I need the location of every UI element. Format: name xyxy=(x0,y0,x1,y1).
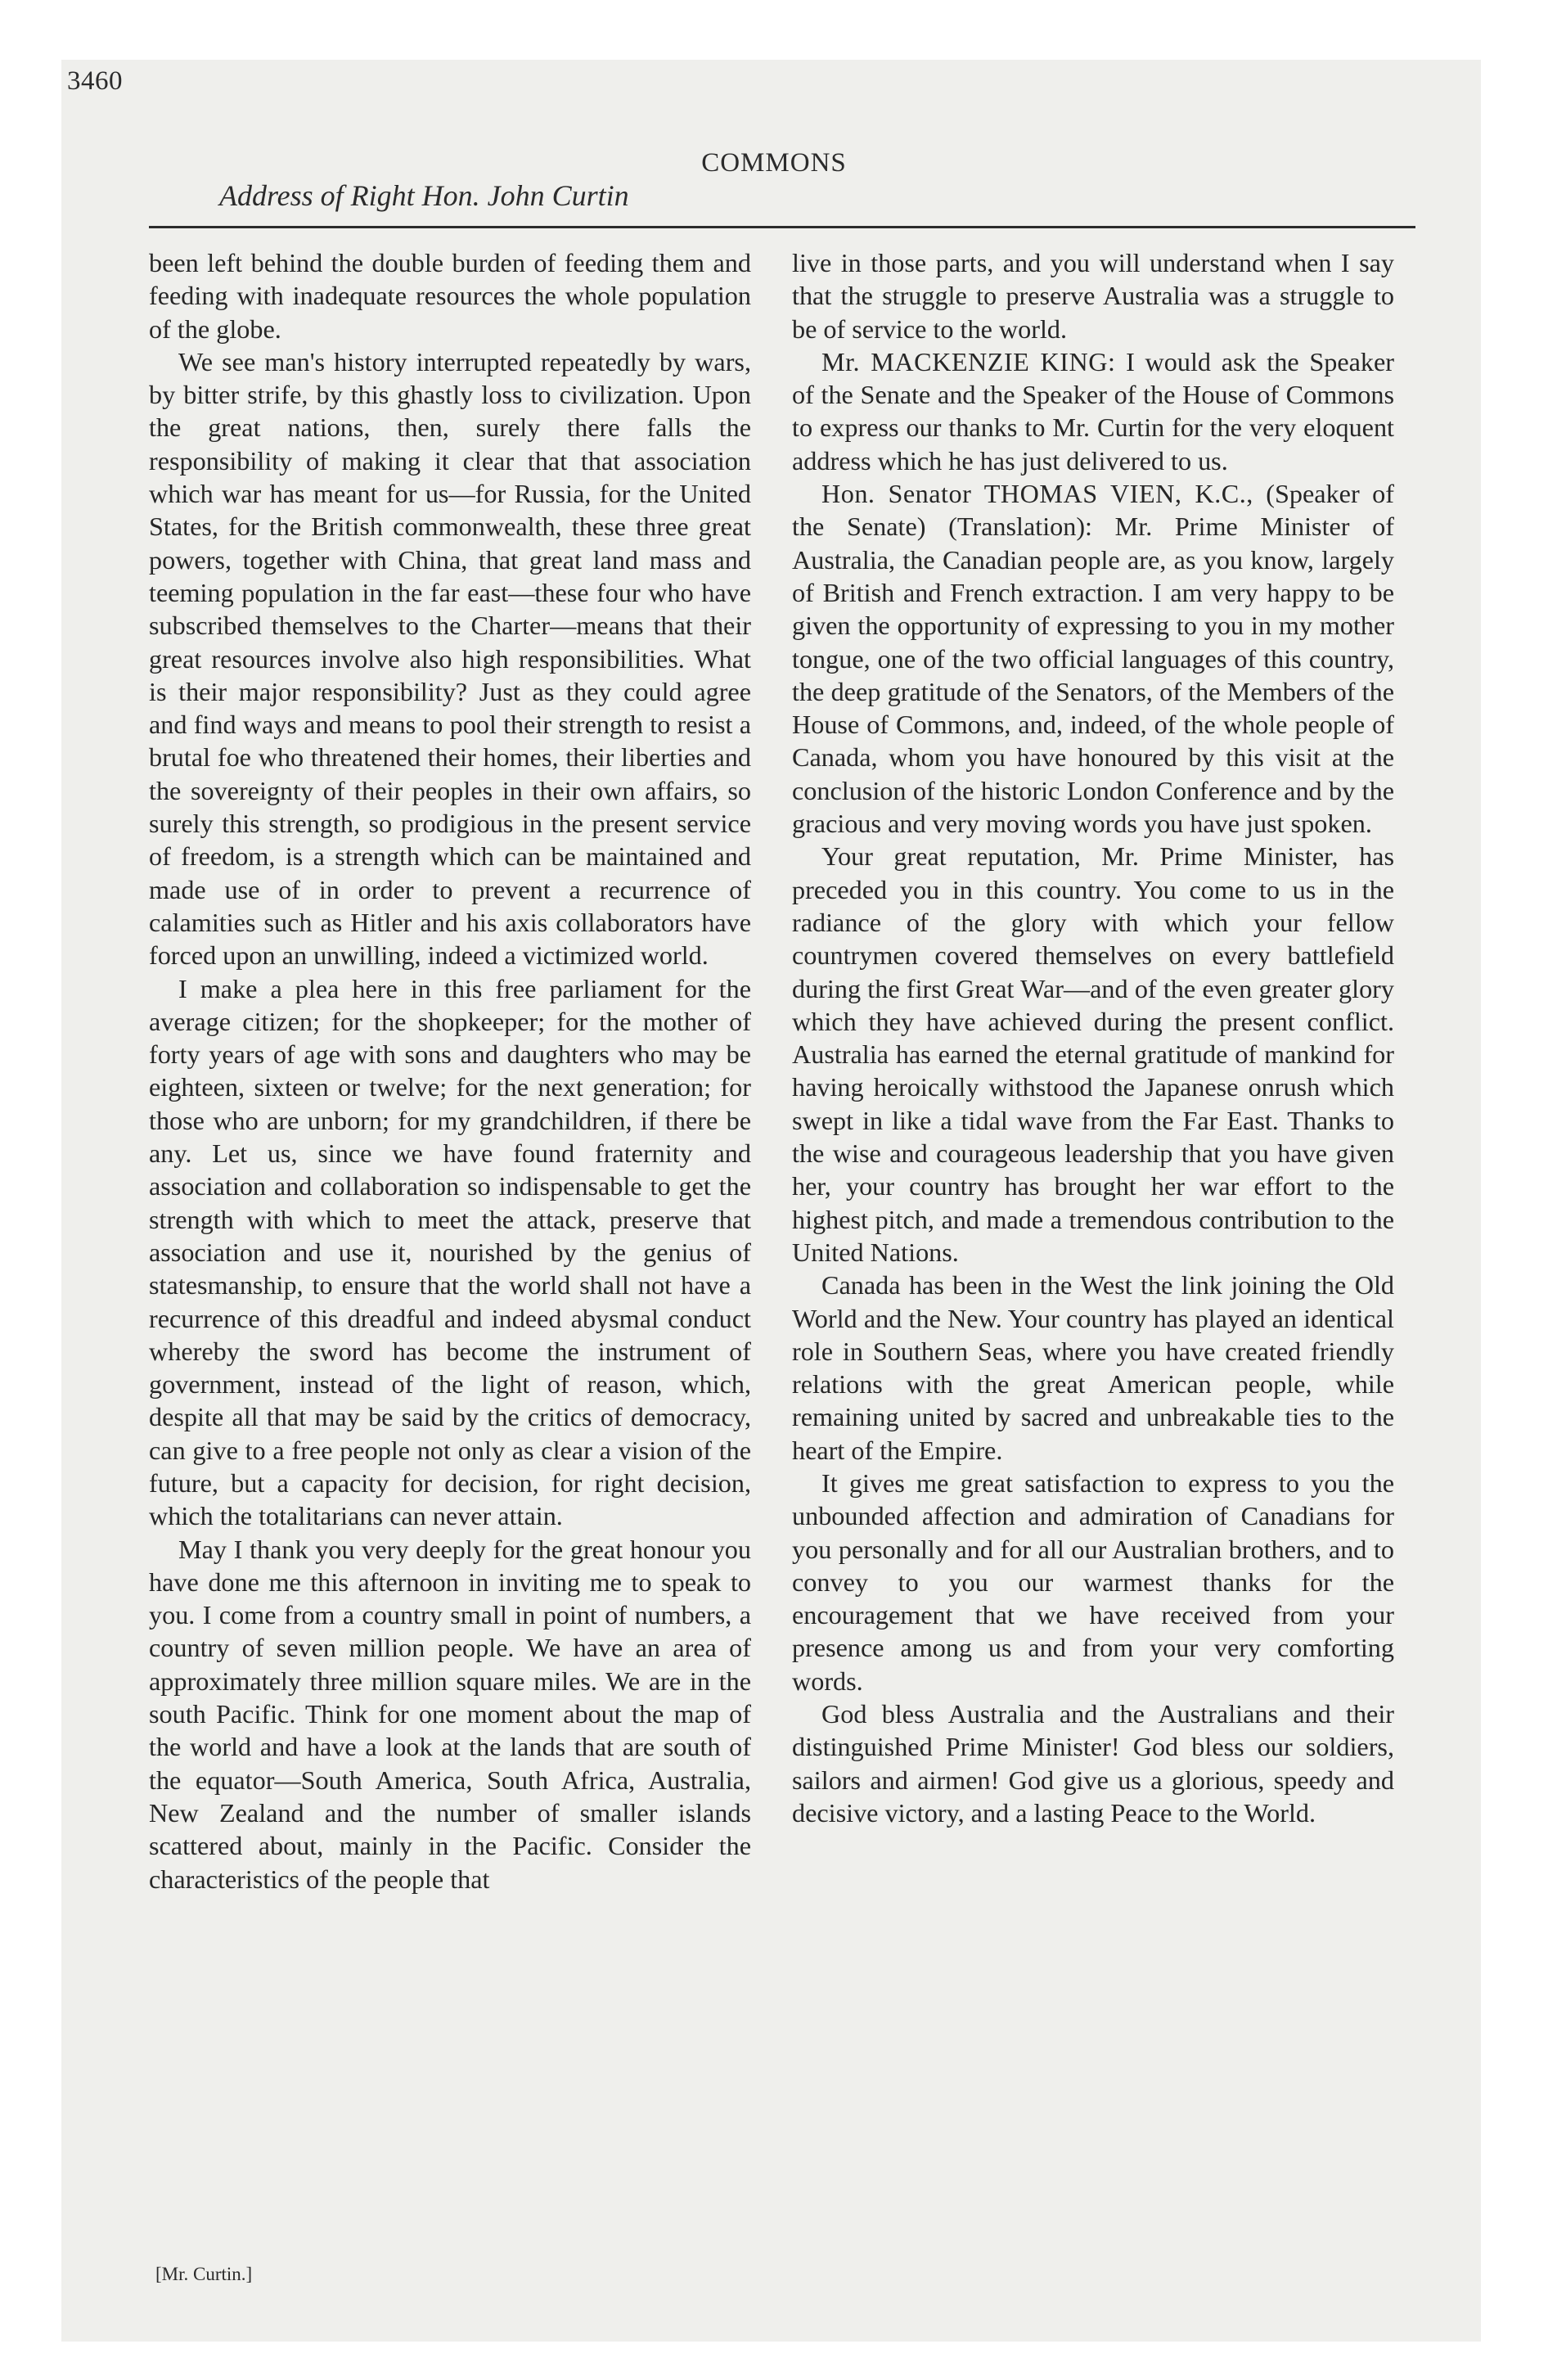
speaker-name: Hon. Senator THOMAS VIEN, K.C., xyxy=(821,479,1253,509)
speaker-name: Mr. MACKENZIE KING: xyxy=(821,346,1116,376)
paragraph: been left behind the double burden of feeding them and feeding with inadequate resources the whole population of the globe. xyxy=(149,248,751,344)
speech-paragraph xyxy=(792,477,1394,840)
speech-text: I would ask the Speaker of the Senate and the Speaker of the House of Commons to express our thanks to Mr. Curtin for the very eloquent address which he has just delivered to us. xyxy=(792,346,1395,476)
speech-paragraph xyxy=(792,345,1394,477)
paragraph: live in those parts, and you will understand when I say that the struggle to preserve Australia was a struggle to be of service to the world. xyxy=(792,248,1394,344)
section-title: COMMONS xyxy=(701,148,847,178)
page-number: 3460 xyxy=(67,66,123,96)
paragraph: We see man's history interrupted repeatedly by wars, by bitter strife, by this ghastly loss to civilization. Upon the great nations, then, surely there falls the responsibility of making it clear that that association which war has meant for us—for Russia, for the United States, for the British commonwealth, these three great powers, together with China, that great land mass and teeming population in the far east—these four who have subscribed themselves to the Charter—means that their great resources involve also high responsibilities. What is their major responsibility? Just as they could agree and find ways and means to pool their strength to resist a brutal foe who threatened their homes, their liberties and the sovereignty of their peoples in their own affairs, so surely this strength, so prodigious in the present service of freedom, is a strength which can be maintained and made use of in order to prevent a recurrence of calamities such as Hitler and his axis collaborators have forced upon an unwilling, indeed a victimized world. xyxy=(149,346,751,971)
paragraph: Canada has been in the West the link joining the Old World and the New. Your country has played an identical role in Southern Seas, where you have created friendly relations with the great American people, while remaining united by sacred and unbreakable ties to the heart of the Empire. xyxy=(792,1270,1394,1465)
header-rule xyxy=(149,226,1415,228)
speech-text: (Speaker of the Senate) (Translation): Mr. Prime Minister of Australia, the Canadian people are, as you know, largely of British and French extraction. I am very happy to be given the opportunity of expressing to you in my mother tongue, one of the two official languages of this country, the deep gratitude of the Senators, of the Members of the House of Commons, and, indeed, of the whole people of Canada, whom you have honoured by this visit at the conclusion of the historic London Conference and by the gracious and very moving words you have just spoken. xyxy=(792,479,1394,839)
left-column xyxy=(149,246,751,1895)
speaker-footnote: [Mr. Curtin.] xyxy=(155,2264,253,2284)
paragraph: May I thank you very deeply for the great honour you have done me this afternoon in inviting me to speak to you. I come from a country small in point of numbers, a country of seven million people. We have an area of approximately three million square miles. We are in the south Pacific. Think for one moment about the map of the world and have a look at the lands that are south of the equator—South America, South Africa, Australia, New Zealand and the number of smaller islands scattered about, mainly in the Pacific. Consider the characteristics of the people that xyxy=(149,1534,751,1894)
paragraph: It gives me great satisfaction to express to you the unbounded affection and admiration of Canadians for you personally and for all our Australian brothers, and to convey to you our warmest thanks for the encouragement that we have received from your presence among us and from your very comforting words. xyxy=(792,1467,1394,1696)
right-column xyxy=(792,246,1394,1829)
paragraph: Your great reputation, Mr. Prime Minister, has preceded you in this country. You come to us in the radiance of the glory with which your fellow countrymen covered themselves on every battlefield during the first Great War—and of the even greater glory which they have achieved during the present conflict. Australia has earned the eternal gratitude of mankind for having heroically withstood the Japanese onrush which swept in like a tidal wave from the Far East. Thanks to the wise and courageous leadership that you have given her, your country has brought her war effort to the highest pitch, and made a tremendous contribution to the United Nations. xyxy=(792,841,1394,1267)
running-head: Address of Right Hon. John Curtin xyxy=(219,179,629,212)
paragraph: God bless Australia and the Australians and their distinguished Prime Minister! God bless our soldiers, sailors and airmen! God give us a glorious, speedy and decisive victory, and a lasting Peace to the World. xyxy=(792,1699,1394,1828)
paragraph: I make a plea here in this free parliament for the average citizen; for the shopkeeper; for the mother of forty years of age with sons and daughters who may be eighteen, sixteen or twelve; for the next generation; for those who are unborn; for my grandchildren, if there be any. Let us, since we have found fraternity and association and collaboration so indispensable to get the strength with which to meet the attack, preserve that association and use it, nourished by the genius of statesmanship, to ensure that the world shall not have a recurrence of this dreadful and indeed abysmal conduct whereby the sword has become the instrument of government, instead of the light of reason, which, despite all that may be said by the critics of democracy, can give to a free people not only as clear a vision of the future, but a capacity for decision, for right decision, which the totalitarians can never attain. xyxy=(149,973,751,1531)
